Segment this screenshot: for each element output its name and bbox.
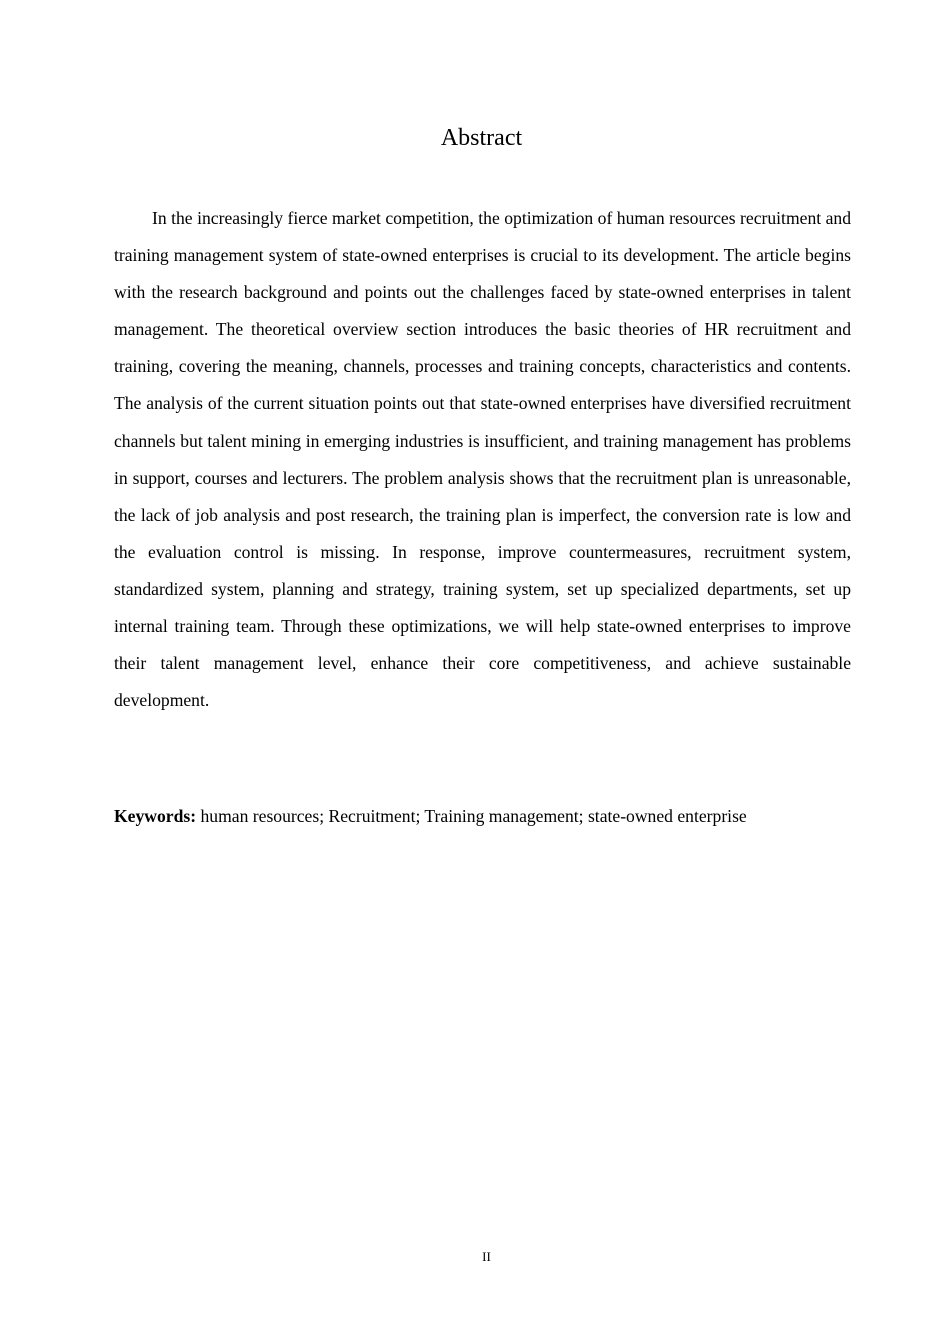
keywords-line	[114, 798, 851, 835]
keywords-text: human resources; Recruitment; Training management; state-owned enterprise	[196, 806, 747, 826]
page-title: Abstract	[440, 125, 523, 151]
abstract-paragraph: In the increasingly fierce market competition, the optimization of human resources recruitment and training management system of state-owned enterprises is crucial to its development. The article begins with the research background and points out the challenges faced by state-owned enterprises in talent management. The theoretical overview section introduces the basic theories of HR recruitment and training, covering the meaning, channels, processes and training concepts, characteristics and contents. The analysis of the current situation points out that state-owned enterprises have diversified recruitment channels but talent mining in emerging industries is insufficient, and training management has problems in support, courses and lecturers. The problem analysis shows that the recruitment plan is unreasonable, the lack of job analysis and post research, the training plan is imperfect, the conversion rate is low and the evaluation control is missing. In response, improve countermeasures, recruitment system, standardized system, planning and strategy, training system, set up specialized departments, set up internal training team. Through these optimizations, we will help state-owned enterprises to improve their talent management level, enhance their core competitiveness, and achieve sustainable development.	[114, 208, 851, 711]
page-number: II	[482, 1249, 491, 1264]
keywords-label: Keywords:	[114, 806, 197, 826]
